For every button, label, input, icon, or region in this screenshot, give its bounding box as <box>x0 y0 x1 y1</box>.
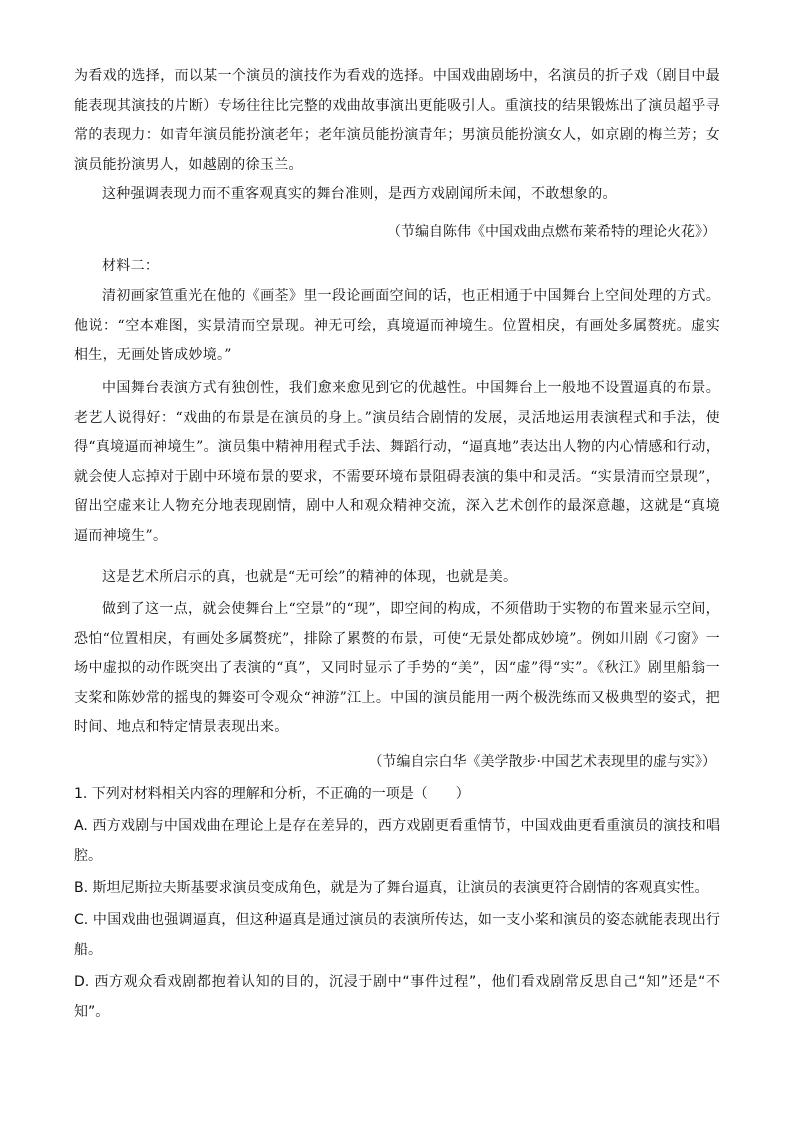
material2-paragraph-4: 做到了这一点，就会使舞台上“空景”的“现”，即空间的构成，不须借助于实物的布置来显示空间，恐怕“位置相戾，有画处多属赘疣”，排除了累赘的布景，可使“无景处都成妙境”。例如川剧《刁窗》一场中虚拟的动作既突出了表演的“真”，又同时显示了手势的“美”，因“虚”得“实”。《秋江》剧里船翁一支桨和陈妙常的摇曳的舞姿可令观众“神游”江上。中国的演员能用一两个极洗练而又极典型的姿式，把时间、地点和特定情景表现出来。 <box>74 601 720 735</box>
material2-heading: 材料二： <box>102 258 160 274</box>
material2-source-citation: （节编自宗白华《美学散步·中国艺术表现里的虚与实》） <box>368 754 716 770</box>
material1-paragraph-conclusion: 这种强调表现力而不重客观真实的舞台准则，是西方戏剧闻所未闻，不敢想象的。 <box>102 186 617 202</box>
question-1-option-b: B. 斯坦尼斯拉夫斯基要求演员变成角色，就是为了舞台逼真，让演员的表演更符合剧情的客观真实性。 <box>74 880 709 896</box>
material1-paragraph-continued: 为看戏的选择，而以某一个演员的演技作为看戏的选择。中国戏曲剧场中，名演员的折子戏（剧目中最能表现其演技的片断）专场往往比完整的戏曲故事演出更能吸引人。重演技的结果锻炼出了演员超乎寻常的表现力：如青年演员能扮演老年；老年演员能扮演青年；男演员能扮演女人，如京剧的梅兰芳；女演员能扮演男人，如越剧的徐玉兰。 <box>74 68 720 173</box>
question-1-option-c: C. 中国戏曲也强调逼真，但这种逼真是通过演员的表演所传达，如一支小桨和演员的姿态就能表现出行船。 <box>74 912 720 958</box>
question-1-stem: 1. 下列对材料相关内容的理解和分析，不正确的一项是（ ） <box>74 786 470 802</box>
question-1-option-d: D. 西方观众看戏剧都抱着认知的目的，沉浸于剧中“事件过程”，他们看戏剧常反思自己“知”还是“不知”。 <box>74 974 720 1020</box>
material2-paragraph-3: 这是艺术所启示的真，也就是“无可绘”的精神的体现，也就是美。 <box>102 569 518 585</box>
question-1-option-a: A. 西方戏剧与中国戏曲在理论上是存在差异的，西方戏剧更看重情节，中国戏曲更看重演员的演技和唱腔。 <box>74 818 720 864</box>
material2-paragraph-2: 中国舞台表演方式有独创性，我们愈来愈见到它的优越性。中国舞台上一般地不设置逼真的布景。老艺人说得好：“戏曲的布景是在演员的身上。”演员结合剧情的发展，灵活地运用表演程式和手法，使得“真境逼而神境生”。演员集中精神用程式手法、舞蹈行动，“逼真地”表达出人物的内心情感和行动，就会使人忘掉对于剧中环境布景的要求，不需要环境布景阻碍表演的集中和灵活。“实景清而空景现”，留出空虚来让人物充分地表现剧情，剧中人和观众精神交流，深入艺术创作的最深意趣，这就是“真境逼而神境生”。 <box>74 380 720 544</box>
material2-paragraph-1: 清初画家笪重光在他的《画荃》里一段论画面空间的话，也正相通于中国舞台上空间处理的方式。他说：“空本难图，实景清而空景现。神无可绘，真境逼而神境生。位置相戾，有画处多属赘疣。虚实相生，无画处皆成妙境。” <box>74 288 720 363</box>
material1-source-citation: （节编自陈伟《中国戏曲点燃布莱希特的理论火花》） <box>387 224 716 240</box>
